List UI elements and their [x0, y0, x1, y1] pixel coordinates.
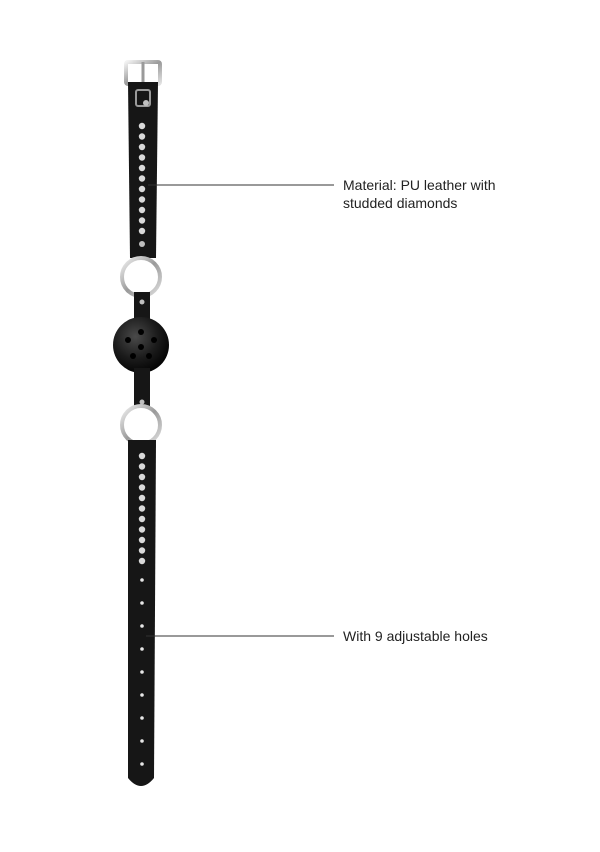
stud — [139, 186, 145, 192]
adjustable-hole — [140, 716, 144, 720]
material-callout — [343, 176, 563, 212]
adjustable-hole — [140, 624, 144, 628]
ball — [113, 317, 169, 373]
adjustable-hole — [140, 670, 144, 674]
stud — [139, 207, 145, 213]
stud — [139, 526, 145, 532]
stud — [139, 558, 145, 564]
stud — [139, 474, 145, 480]
adjustable-hole — [140, 647, 144, 651]
stud — [139, 175, 145, 181]
adjustable-hole — [140, 693, 144, 697]
stud — [139, 196, 145, 202]
stud — [139, 537, 145, 543]
stud — [139, 123, 145, 129]
material-callout-line2: studded diamonds — [343, 195, 458, 211]
material-callout-line1: Material: PU leather with — [343, 177, 496, 193]
stud — [139, 133, 145, 139]
buckle — [126, 62, 160, 84]
stud — [139, 516, 145, 522]
upper-o-ring — [122, 258, 160, 296]
stud — [139, 463, 145, 469]
stud — [139, 505, 145, 511]
holes-callout — [343, 627, 563, 645]
stud — [139, 228, 145, 234]
holes-callout-text: With 9 adjustable holes — [343, 628, 488, 644]
stud — [139, 154, 145, 160]
adjustable-hole — [140, 601, 144, 605]
stud — [139, 144, 145, 150]
adjustable-hole — [140, 762, 144, 766]
lower-strap — [128, 440, 156, 786]
stud — [139, 453, 145, 459]
stud — [139, 547, 145, 553]
stud — [139, 484, 145, 490]
stud — [139, 217, 145, 223]
lower-o-ring — [122, 406, 160, 444]
stud — [139, 495, 145, 501]
adjustable-hole — [140, 739, 144, 743]
upper-strap — [128, 82, 158, 258]
stud — [139, 165, 145, 171]
adjustable-hole — [140, 578, 144, 582]
